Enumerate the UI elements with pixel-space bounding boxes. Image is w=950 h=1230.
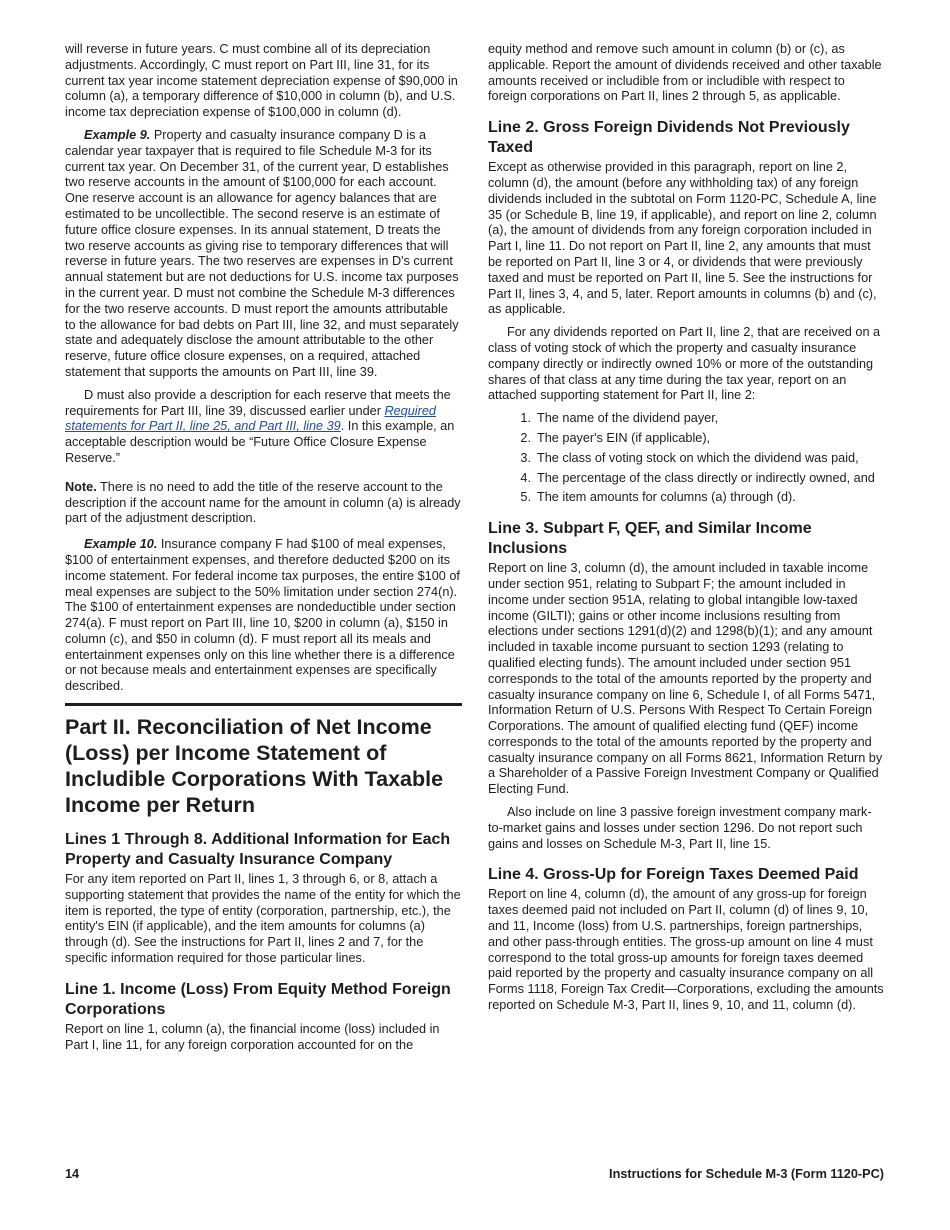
line-2-paragraph-2: For any dividends reported on Part II, line 2, that are received on a class of voting stock of which the property and casualty insurance company directly or indirectly owned 10% or more of the outstanding shares of that class at any time during the tax year, report on an attached supporting statement for Part II, line 2: xyxy=(488,325,881,403)
line-3-paragraph-2: Also include on line 3 passive foreign investment company mark-to-market gains and losses under section 1296. Do not report such gains and losses on Schedule M-3, Part II, line 15. xyxy=(488,805,872,851)
line-2-paragraph-1: Except as otherwise provided in this paragraph, report on line 2, column (d), the amount (before any withholding tax) of any foreign dividends included in the subtotal on Form 1120-PC, Schedule A, line 35 (or Schedule B, line 19, if applicable), and report on line 2, column (a), the amount of dividends from any foreign corporation included in Part I, line 11. Do not report on Part II, line 2, any amounts that must be reported on Part II, line 3 or 4, or dividends that were previously taxed and must be reported on Part II, line 5. See the instructions for Part II, lines 3, 4, and 5, later. Report amounts in columns (b) and (c), as applicable. xyxy=(488,160,877,317)
list-item-number: 4. xyxy=(520,470,531,485)
line-1-paragraph: Report on line 1, column (a), the financial income (loss) included in Part I, line 11, for any foreign corporation accounted for on the xyxy=(65,1021,440,1052)
footer-title: Instructions for Schedule M-3 (Form 1120-PC) xyxy=(609,1167,884,1181)
note-label: Note. xyxy=(65,479,97,494)
example-10-label: Example 10. xyxy=(84,537,158,552)
list-item xyxy=(488,411,885,427)
example-9-text: Property and casualty insurance company D is a calendar year taxpayer that is required to file Schedule M-3 for its current tax year. On December 31, of the current year, D establishes two reserve accounts in the amount of $100,000 for each account. One reserve account is an allowance for agency balances that are estimated to be uncollectible. The second reserve is an estimate of future office closure expenses. In its annual statement, D treats the two reserve accounts as giving rise to temporary differences that will reverse in future years. The two reserves are expenses in D's current annual statement but are not deductions for U.S. income tax purposes in the current year. D must not combine the Schedule M-3 differences for the two reserve accounts. D must report the amounts attributable to the allowance for bad debts on Part III, line 32, and must separately state and adequately disclose the amount attributable to the other reserve, future office closure expenses, on a required, attached statement that supports the amounts on Part III, line 39. xyxy=(65,127,459,379)
list-item xyxy=(488,471,885,487)
required-statements-link[interactable]: Required statements for Part II, line 25, and Part III, line 39 xyxy=(65,403,436,434)
example-9-paragraph xyxy=(65,128,462,381)
left-column xyxy=(65,42,462,1060)
reserve-description-text-before: D must also provide a description for each reserve that meets the requirements for Part III, line 39, discussed earlier under xyxy=(65,387,451,418)
example-10-text: Insurance company F had $100 of meal expenses, $100 of entertainment expenses, and therefore deducted $200 on its income statement. For federal income tax purposes, the entire $100 of meal expenses are subject to the 50% limitation under section 274(n). The $100 of entertainment expenses are nondeductible under section 274(a). F must report on Part III, line 10, $200 in column (a), $150 in column (c), and $50 in column (d). F must report all its meals and entertainment expenses only on this line whether there is a difference or not because meals and entertainment expenses are specifically described. xyxy=(65,537,460,694)
part-2-heading: Part II. Reconciliation of Net Income (Loss) per Income Statement of Includible Corporations With Taxable Income per Return xyxy=(65,703,462,818)
reserve-description-paragraph xyxy=(65,388,462,467)
list-item xyxy=(488,490,885,506)
list-item-text: The percentage of the class directly or indirectly owned, and xyxy=(537,470,875,485)
list-item-text: The class of voting stock on which the dividend was paid, xyxy=(537,450,859,465)
list-item-text: The name of the dividend payer, xyxy=(537,411,719,426)
list-item-text: The payer's EIN (if applicable), xyxy=(537,430,711,445)
example-10-paragraph xyxy=(65,537,462,695)
reserve-description-text-after: . In this example, an acceptable description would be “Future Office Closure Expense Reserve.” xyxy=(65,419,455,465)
line-2-heading: Line 2. Gross Foreign Dividends Not Previously Taxed xyxy=(488,119,850,157)
line-1-heading: Line 1. Income (Loss) From Equity Method Foreign Corporations xyxy=(65,980,451,1018)
intro-paragraph: will reverse in future years. C must combine all of its depreciation adjustments. Accordingly, C must report on Part III, line 31, for its current tax year income statement depreciation expense of $90,000 in column (a), a temporary difference of $10,000 in column (b), and U.S. income tax depreciation expense of $100,000 in column (d). xyxy=(65,42,458,120)
note-paragraph xyxy=(65,480,462,527)
list-item-number: 3. xyxy=(520,450,531,465)
line-3-paragraph-1: Report on line 3, column (d), the amount included in taxable income under section 951, relating to Subpart F; the amount included in income under section 951A, relating to global intangible low-taxed income (GILTI); gains or other income inclusions resulting from elections under sections 1291(d)(2) and 1298(b)(1); and any amount included in taxable income pursuant to section 1293 (relating to qualified electing funds). The amount included under section 951 corresponds to the total of the amounts reported by the property and casualty insurance company on line 6, Schedule I, of all Forms 5471, Information Return of U.S. Persons With Respect To Certain Foreign Corporations. The amount of qualified electing fund (QEF) income corresponds to the total of the amounts reported by the property and casualty insurance company on all Forms 8621, Information Return by a Shareholder of a Passive Foreign Investment Company or Qualified Electing Fund. xyxy=(488,561,883,797)
list-item-number: 1. xyxy=(520,411,531,426)
line-2-statement-list xyxy=(488,411,885,506)
list-item xyxy=(488,431,885,447)
example-9-label: Example 9. xyxy=(84,127,151,142)
lines-1-8-heading: Lines 1 Through 8. Additional Information for Each Property and Casualty Insurance Company xyxy=(65,831,451,869)
list-item-text: The item amounts for columns (a) through (d). xyxy=(537,490,796,505)
page-number: 14 xyxy=(65,1167,80,1181)
right-column xyxy=(488,42,885,1021)
list-item-number: 2. xyxy=(520,430,531,445)
lines-1-8-paragraph: For any item reported on Part II, lines 1, 3 through 6, or 8, attach a supporting statement that provides the name of the entity for which the item is reported, the type of entity (corporation, partnership, etc.), the entity's EIN (if applicable), and the item amounts for columns (a) through (d). See the instructions for Part II, lines 2 and 7, for the specific information required for those particular lines. xyxy=(65,872,461,966)
equity-method-continuation: equity method and remove such amount in column (b) or (c), as applicable. Report the amount of dividends received and other taxable amounts received or includible from or includible with respect to foreign corporations on Part II, lines 2 through 5, as applicable. xyxy=(488,42,882,104)
note-text: There is no need to add the title of the reserve account to the description if the account name for the amount in column (a) is already part of the adjustment description. xyxy=(65,479,461,526)
list-item xyxy=(488,451,885,467)
line-4-paragraph: Report on line 4, column (d), the amount of any gross-up for foreign taxes deemed paid not included on Part II, column (d) of lines 9, 10, and 11, Income (loss) from U.S. partnerships, foreign partnerships, and other pass-through entities. The gross-up amount on line 4 must correspond to the total gross-up amounts for foreign taxes deemed paid reported by the property and casualty insurance company on all Forms 1118, Foreign Tax Credit—Corporations, excluding the amounts reported on Schedule M-3, Part II, lines 9, 10, and 11, column (d). xyxy=(488,887,884,1013)
line-4-heading: Line 4. Gross-Up for Foreign Taxes Deemed Paid xyxy=(488,866,859,884)
list-item-number: 5. xyxy=(520,490,531,505)
line-3-heading: Line 3. Subpart F, QEF, and Similar Income Inclusions xyxy=(488,520,812,558)
